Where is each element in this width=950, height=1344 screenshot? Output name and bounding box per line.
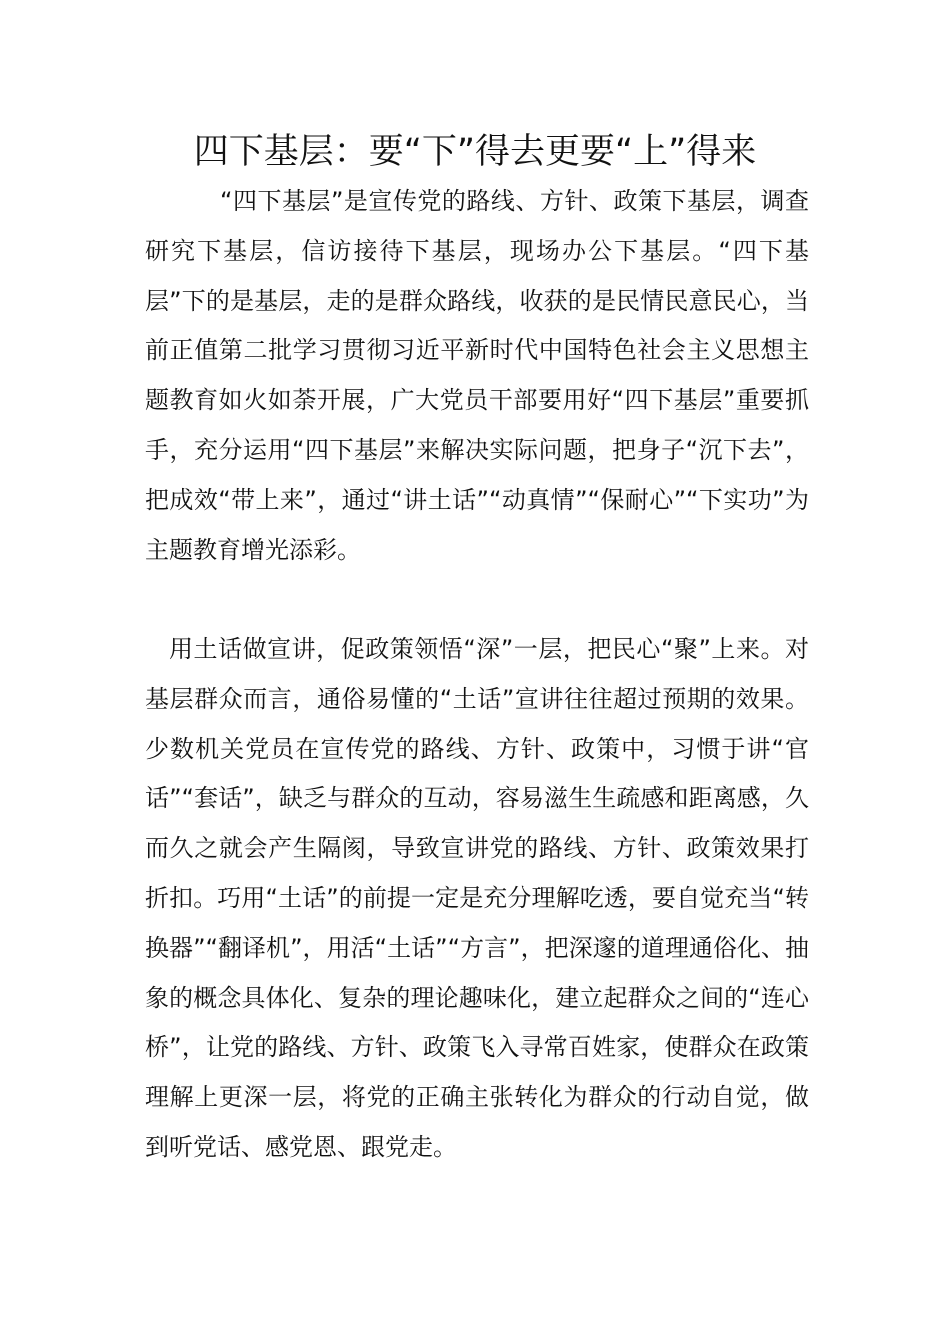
paragraph-local-dialect: 用土话做宣讲，促政策领悟“深”一层，把民心“聚”上来。对基层群众而言，通俗易懂的“土话”宣讲往往超过预期的效果。少数机关党员在宣传党的路线、方针、政策中，习惯于讲“官话”“套话”，缺乏与群众的互动，容易滋生生疏感和距离感，久而久之就会产生隔阂，导致宣讲党的路线、方针、政策效果打折扣。巧用“土话”的前提一定是充分理解吃透，要自觉充当“转换器”“翻译机”，用活“土话”“方言”，把深邃的道理通俗化、抽象的概念具体化、复杂的理论趣味化，建立起群众之间的“连心桥”，让党的路线、方针、政策飞入寻常百姓家，使群众在政策理解上更深一层，将党的正确主张转化为群众的行动自觉，做到听党话、感党恩、跟党走。 [145,635,809,1161]
paragraph-intro: “四下基层”是宣传党的路线、方针、政策下基层，调查研究下基层，信访接待下基层，现场办公下基层。“四下基层”下的是基层，走的是群众路线，收获的是民情民意民心，当前正值第二批学习贯彻习近平新时代中国特色社会主义思想主题教育如火如荼开展，广大党员干部要用好“四下基层”重要抓手，充分运用“四下基层”来解决实际问题，把身子“沉下去”，把成效“带上来”，通过“讲土话”“动真情”“保耐心”“下实功”为主题教育增光添彩。 [145,187,809,564]
document-title: 四下基层：要“下”得去更要“上”得来 [193,132,757,172]
